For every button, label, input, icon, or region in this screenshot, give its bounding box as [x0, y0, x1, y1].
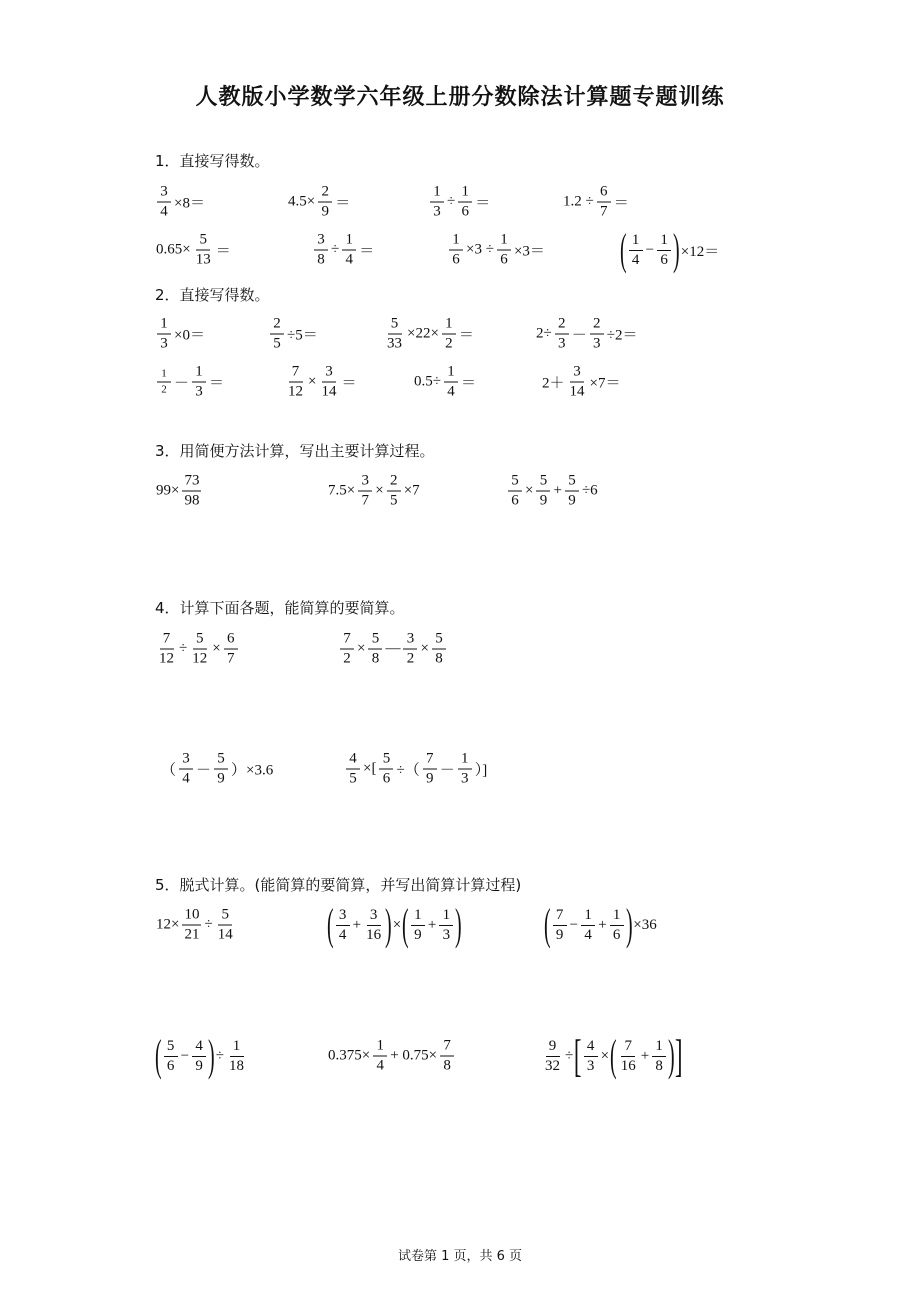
operator-text: ÷ — [204, 916, 213, 933]
q4-expr-1 — [155, 632, 240, 667]
fraction — [536, 474, 550, 509]
denominator: 8 — [655, 1057, 663, 1074]
operator-text: 0.375× — [328, 1047, 371, 1064]
numerator: 5 — [565, 474, 579, 492]
operator-text: ＝ — [475, 195, 491, 212]
fraction — [449, 233, 463, 268]
fraction — [652, 1039, 666, 1074]
fraction — [190, 632, 209, 667]
operator-text: 0.65× — [156, 241, 191, 258]
fraction — [508, 474, 522, 509]
numerator: 3 — [314, 233, 328, 251]
page-title: 人教版小学数学六年级上册分数除法计算题专题训练 — [195, 85, 725, 110]
denominator: 21 — [184, 926, 200, 943]
denominator: 3 — [433, 203, 441, 220]
numerator: 1 — [657, 233, 671, 251]
fraction — [182, 474, 201, 509]
operator-text: ÷6 — [581, 482, 598, 499]
numerator: 7 — [340, 632, 354, 650]
fraction — [555, 317, 569, 352]
operator-text: − — [180, 1047, 190, 1064]
denominator: 3 — [160, 335, 168, 352]
numerator: 3 — [179, 752, 193, 770]
operator-text: ＝ — [215, 243, 231, 260]
numerator: 7 — [289, 365, 303, 383]
numerator: 1 — [458, 752, 472, 770]
numerator: 5 — [368, 632, 382, 650]
denominator: 7 — [599, 203, 608, 220]
fraction — [385, 317, 404, 352]
operator-text: ÷ — [179, 640, 188, 657]
fraction — [543, 1039, 562, 1074]
denominator: 16 — [366, 926, 382, 943]
numerator: 7 — [423, 752, 437, 770]
fraction — [368, 632, 382, 667]
denominator: 18 — [229, 1057, 245, 1074]
fraction — [364, 908, 383, 943]
denominator: 6 — [660, 251, 668, 268]
numerator: 1 — [581, 908, 595, 926]
fraction — [590, 317, 604, 352]
numerator: 1 — [157, 317, 171, 335]
denominator: 4 — [182, 770, 190, 787]
fraction — [214, 752, 228, 787]
fraction — [619, 1039, 638, 1074]
operator-text: ÷（ — [396, 762, 420, 779]
numerator: 5 — [164, 1039, 178, 1057]
numerator: 7 — [621, 1039, 635, 1057]
denominator: 12 — [288, 383, 303, 400]
fraction — [192, 1039, 206, 1074]
numerator: 5 — [193, 632, 207, 650]
fraction — [458, 185, 472, 220]
q1-expr-1 — [155, 185, 206, 220]
fraction — [157, 632, 176, 667]
numerator: 5 — [218, 908, 232, 926]
q1-expr-4 — [562, 185, 630, 220]
q2-expr-2 — [268, 317, 319, 352]
denominator: 2 — [445, 335, 453, 352]
numerator: 5 — [214, 752, 228, 770]
large-parenthesis: ( — [610, 1031, 617, 1080]
denominator: 13 — [195, 251, 211, 268]
fraction — [610, 908, 624, 943]
numerator: 3 — [403, 632, 417, 650]
operator-text: + — [352, 916, 362, 933]
numerator: 4 — [584, 1039, 598, 1057]
denominator: 3 — [460, 770, 469, 787]
fraction — [597, 185, 611, 220]
fraction — [444, 365, 458, 400]
numerator: 5 — [536, 474, 550, 492]
operator-text: × — [308, 373, 317, 390]
operator-text: × — [212, 640, 221, 657]
numerator: 2 — [387, 474, 401, 492]
q1-expr-3 — [428, 185, 491, 220]
denominator: 6 — [612, 926, 621, 943]
numerator: 2 — [270, 317, 284, 335]
fraction — [194, 233, 213, 268]
q1-expr-8 — [620, 225, 720, 274]
q3-expr-2 — [327, 474, 421, 509]
question-5-title: 5．脱式计算。(能简算的要简算，并写出简算计算过程) — [155, 876, 522, 894]
large-parenthesis: ( — [327, 900, 334, 949]
operator-text: × — [392, 916, 402, 933]
fraction — [430, 185, 444, 220]
fraction — [629, 233, 643, 268]
denominator: 8 — [435, 650, 443, 667]
denominator: 6 — [166, 1057, 175, 1074]
denominator: 14 — [569, 383, 585, 400]
denominator: 16 — [620, 1057, 636, 1074]
q2-expr-8 — [541, 365, 621, 400]
denominator: 9 — [555, 926, 564, 943]
numerator: 1 — [629, 233, 643, 251]
denominator: 4 — [631, 251, 640, 268]
q1-expr-6 — [312, 233, 375, 268]
numerator: 1 — [652, 1039, 666, 1057]
operator-text: （ — [161, 762, 177, 779]
operator-text: 12× — [156, 916, 180, 933]
fraction — [182, 908, 201, 943]
operator-text: ×36 — [633, 916, 657, 933]
denominator: 6 — [511, 492, 519, 509]
operator-text: ＝ — [613, 195, 629, 212]
operator-text: 1.2 ÷ — [563, 193, 594, 210]
fraction — [358, 474, 372, 509]
q2-expr-4 — [535, 317, 638, 352]
q2-expr-5 — [155, 365, 225, 400]
fraction — [657, 233, 671, 268]
denominator: 8 — [317, 251, 325, 268]
q2-expr-1 — [155, 317, 206, 352]
numerator: 2 — [590, 317, 604, 335]
numerator: 3 — [570, 365, 584, 383]
denominator: 4 — [376, 1057, 384, 1074]
denominator: 9 — [568, 492, 576, 509]
numerator: 3 — [367, 908, 381, 926]
numerator: 1 — [439, 908, 453, 926]
operator-text: ）×3.6 — [231, 762, 274, 779]
operator-text: ÷2＝ — [606, 327, 638, 344]
q2-expr-6 — [284, 365, 357, 400]
q5-expr-1 — [155, 908, 237, 943]
operator-text: + — [553, 482, 562, 499]
denominator: 9 — [425, 770, 434, 787]
q5-expr-6 — [541, 1030, 683, 1081]
denominator: 2 — [343, 650, 351, 667]
fraction — [286, 365, 305, 400]
operator-text: + — [427, 916, 437, 933]
operator-text: － — [196, 762, 212, 779]
denominator: 2 — [161, 383, 167, 396]
operator-text: ÷5＝ — [287, 327, 318, 344]
operator-text: ＝ — [460, 375, 476, 392]
numerator: 5 — [388, 317, 402, 335]
numerator: 1 — [610, 908, 624, 926]
fraction — [342, 233, 356, 268]
denominator: 3 — [557, 335, 566, 352]
numerator: 3 — [322, 365, 336, 383]
fraction — [565, 474, 579, 509]
fraction — [439, 908, 453, 943]
q4-expr-3 — [160, 752, 274, 787]
q1-expr-2 — [287, 185, 351, 220]
page-footer: 试卷第 1 页，共 6 页 — [397, 1249, 523, 1264]
operator-text: ×7＝ — [589, 375, 621, 392]
numerator: 1 — [411, 908, 425, 926]
large-parenthesis: ( — [402, 900, 409, 949]
fraction — [157, 317, 171, 352]
q1-expr-7 — [447, 233, 546, 268]
denominator: 32 — [545, 1057, 560, 1074]
q1-expr-5 — [155, 233, 232, 268]
operator-text: ×[ — [363, 760, 377, 777]
large-bracket: ] — [674, 1030, 683, 1081]
denominator: 4 — [160, 203, 168, 220]
numerator: 1 — [373, 1039, 387, 1057]
fraction — [227, 1039, 246, 1074]
operator-text: ×3 ÷ — [466, 241, 494, 258]
fraction — [581, 908, 595, 943]
numerator: 1 — [458, 185, 472, 203]
operator-text: ÷ — [331, 241, 340, 258]
question-1-title: 1．直接写得数。 — [155, 152, 270, 170]
fraction — [379, 752, 393, 787]
denominator: 14 — [321, 383, 337, 400]
operator-text: + — [640, 1047, 650, 1064]
q5-expr-2 — [327, 900, 463, 949]
denominator: 2 — [406, 650, 415, 667]
numerator: 7 — [160, 632, 174, 650]
fraction — [164, 1039, 178, 1074]
operator-text: + — [598, 916, 607, 933]
fraction — [387, 474, 401, 509]
fraction — [318, 185, 332, 220]
fraction — [458, 752, 472, 787]
operator-text: ×8＝ — [174, 195, 205, 212]
fraction — [346, 752, 360, 787]
numerator: 10 — [182, 908, 201, 926]
fraction — [497, 233, 511, 268]
operator-text: ×12＝ — [680, 243, 720, 260]
numerator: 5 — [432, 632, 446, 650]
operator-text: ）] — [474, 762, 488, 779]
denominator: 33 — [387, 335, 402, 352]
fraction — [373, 1039, 387, 1074]
denominator: 8 — [443, 1057, 451, 1074]
operator-text: × — [600, 1047, 610, 1064]
numerator: 5 — [379, 752, 393, 770]
question-4-title: 4．计算下面各题，能简算的要简算。 — [155, 599, 405, 617]
denominator: 4 — [338, 926, 347, 943]
fraction — [270, 317, 284, 352]
numerator: 1 — [449, 233, 463, 251]
operator-text: 99× — [156, 482, 180, 499]
operator-text: 4.5× — [288, 193, 316, 210]
denominator: 3 — [586, 1057, 595, 1074]
q3-expr-3 — [506, 474, 599, 509]
denominator: 98 — [184, 492, 200, 509]
operator-text: ＝ — [341, 375, 357, 392]
numerator: 4 — [346, 752, 360, 770]
numerator: 1 — [444, 365, 458, 383]
operator-text: − — [645, 241, 655, 258]
operator-text: 0.5÷ — [414, 373, 441, 390]
q5-expr-4 — [155, 1031, 248, 1080]
denominator: 6 — [461, 203, 469, 220]
denominator: 6 — [452, 251, 460, 268]
large-parenthesis: ) — [208, 1031, 215, 1080]
large-parenthesis: ( — [544, 900, 551, 949]
q3-expr-1 — [155, 474, 203, 509]
q2-expr-7 — [413, 365, 477, 400]
fraction — [340, 632, 354, 667]
operator-text: × — [525, 482, 534, 499]
denominator: 12 — [192, 650, 208, 667]
operator-text: + 0.75× — [390, 1047, 438, 1064]
operator-text: ÷ — [447, 193, 456, 210]
denominator: 4 — [345, 251, 353, 268]
operator-text: ÷ — [215, 1047, 225, 1064]
operator-text: － — [174, 375, 190, 392]
denominator: 9 — [321, 203, 329, 220]
large-bracket: [ — [574, 1030, 582, 1081]
question-3-title: 3．用简便方法计算，写出主要计算过程。 — [155, 442, 435, 460]
numerator: 4 — [192, 1039, 206, 1057]
numerator: 1 — [497, 233, 511, 251]
numerator: 9 — [546, 1039, 560, 1057]
denominator: 7 — [361, 492, 369, 509]
denominator: 7 — [226, 650, 235, 667]
operator-text: ×22× — [407, 325, 439, 342]
operator-text: − — [569, 916, 579, 933]
numerator: 2 — [555, 317, 569, 335]
q4-expr-4 — [344, 752, 488, 787]
large-parenthesis: ( — [155, 1031, 162, 1080]
denominator: 6 — [382, 770, 391, 787]
operator-text: － — [439, 762, 455, 779]
operator-text: ＝ — [359, 243, 375, 260]
fraction — [314, 233, 328, 268]
operator-text: × — [357, 640, 366, 657]
denominator: 5 — [349, 770, 357, 787]
large-parenthesis: ) — [673, 225, 680, 274]
denominator: 3 — [442, 926, 451, 943]
operator-text: ×0＝ — [174, 327, 205, 344]
fraction — [157, 369, 171, 396]
fraction — [440, 1039, 454, 1074]
q4-expr-2 — [338, 632, 448, 667]
denominator: 6 — [500, 251, 508, 268]
fraction — [432, 632, 446, 667]
fraction — [336, 908, 350, 943]
question-2-title: 2．直接写得数。 — [155, 286, 270, 304]
fraction — [553, 908, 567, 943]
numerator: 6 — [597, 185, 611, 203]
fraction — [568, 365, 587, 400]
denominator: 9 — [414, 926, 422, 943]
operator-text: ＝ — [209, 375, 225, 392]
denominator: 4 — [447, 383, 455, 400]
q5-expr-3 — [544, 900, 658, 949]
numerator: 1 — [430, 185, 444, 203]
large-parenthesis: ) — [455, 900, 463, 949]
numerator: 73 — [182, 474, 201, 492]
fraction — [157, 185, 171, 220]
fraction — [423, 752, 437, 787]
denominator: 4 — [584, 926, 592, 943]
numerator: 1 — [230, 1039, 244, 1057]
fraction — [224, 632, 238, 667]
numerator: 1 — [192, 365, 206, 383]
operator-text: － — [571, 327, 587, 344]
operator-text: — — [385, 640, 401, 657]
fraction — [442, 317, 456, 352]
numerator: 3 — [157, 185, 171, 203]
denominator: 9 — [217, 770, 225, 787]
numerator: 1 — [442, 317, 456, 335]
operator-text: ＝ — [458, 327, 474, 344]
operator-text: ×3＝ — [513, 243, 545, 260]
fraction — [216, 908, 235, 943]
numerator: 3 — [358, 474, 372, 492]
numerator: 3 — [336, 908, 350, 926]
fraction — [179, 752, 193, 787]
denominator: 5 — [389, 492, 398, 509]
fraction — [403, 632, 417, 667]
denominator: 12 — [159, 650, 174, 667]
denominator: 3 — [593, 335, 601, 352]
denominator: 3 — [195, 383, 203, 400]
q2-expr-3 — [383, 317, 475, 352]
large-parenthesis: ) — [625, 900, 633, 949]
operator-text: ×7 — [403, 482, 420, 499]
operator-text: 2÷ — [536, 325, 552, 342]
numerator: 1 — [342, 233, 356, 251]
numerator: 1 — [157, 369, 171, 383]
denominator: 8 — [371, 650, 380, 667]
denominator: 5 — [273, 335, 281, 352]
fraction — [319, 365, 338, 400]
large-parenthesis: ) — [385, 900, 392, 949]
operator-text: 2＋ — [542, 375, 565, 392]
large-parenthesis: ) — [668, 1031, 675, 1080]
operator-text: × — [375, 482, 384, 499]
denominator: 9 — [539, 492, 548, 509]
fraction — [584, 1039, 598, 1074]
fraction — [411, 908, 425, 943]
fraction — [192, 365, 206, 400]
numerator: 5 — [196, 233, 210, 251]
operator-text: ÷ — [565, 1047, 574, 1064]
denominator: 9 — [195, 1057, 203, 1074]
operator-text: 7.5× — [328, 482, 356, 499]
operator-text: × — [420, 640, 429, 657]
q5-expr-5 — [327, 1039, 456, 1074]
large-parenthesis: ( — [620, 225, 627, 274]
operator-text: ＝ — [335, 195, 351, 212]
numerator: 5 — [508, 474, 522, 492]
numerator: 7 — [440, 1039, 454, 1057]
denominator: 14 — [217, 926, 233, 943]
numerator: 7 — [553, 908, 567, 926]
numerator: 6 — [224, 632, 238, 650]
numerator: 2 — [318, 185, 332, 203]
